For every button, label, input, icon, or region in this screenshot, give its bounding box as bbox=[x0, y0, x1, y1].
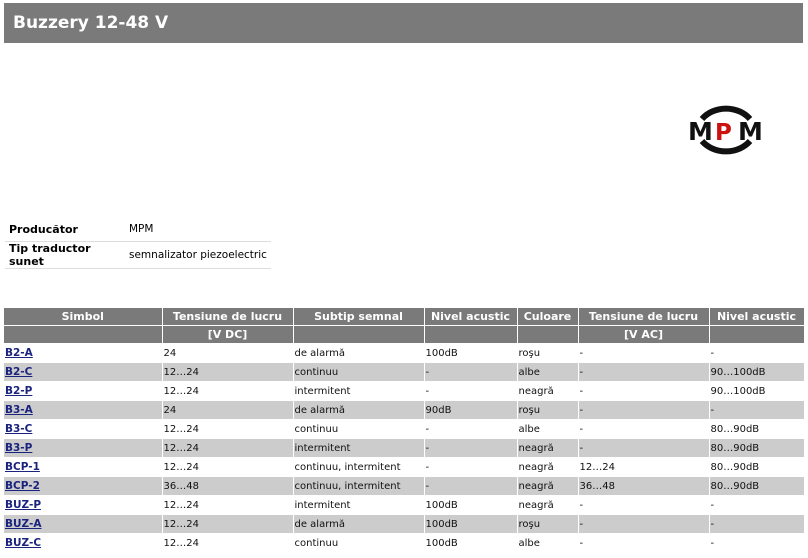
column-header: Tensiune de lucru bbox=[162, 308, 293, 326]
mpm-logo bbox=[688, 99, 764, 161]
table-cell: roşu bbox=[517, 344, 578, 363]
table-cell: continuu bbox=[293, 363, 424, 382]
table-cell: 12…24 bbox=[162, 458, 293, 477]
table-cell: - bbox=[578, 439, 709, 458]
table-cell: intermitent bbox=[293, 382, 424, 401]
column-header: Tensiune de lucru bbox=[578, 308, 709, 326]
column-unit-header bbox=[424, 326, 517, 344]
column-unit-header bbox=[293, 326, 424, 344]
table-row bbox=[4, 363, 804, 382]
table-cell: 80…90dB bbox=[709, 439, 804, 458]
table-cell: 36…48 bbox=[162, 477, 293, 496]
symbol-cell bbox=[4, 420, 162, 439]
column-unit-header: [V DC] bbox=[162, 326, 293, 344]
column-header: Culoare bbox=[517, 308, 578, 326]
svg-text:P: P bbox=[715, 120, 732, 146]
table-cell: - bbox=[578, 401, 709, 420]
property-key: Tip traductor sunet bbox=[5, 242, 125, 269]
column-unit-header bbox=[4, 326, 162, 344]
table-cell: 24 bbox=[162, 344, 293, 363]
table-row bbox=[4, 515, 804, 534]
table-cell: intermitent bbox=[293, 496, 424, 515]
property-row bbox=[5, 217, 271, 242]
table-cell: neagră bbox=[517, 496, 578, 515]
table-cell: 90…100dB bbox=[709, 363, 804, 382]
table-cell: 12…24 bbox=[162, 420, 293, 439]
symbol-cell bbox=[4, 363, 162, 382]
table-cell: 80…90dB bbox=[709, 477, 804, 496]
table-cell: - bbox=[709, 515, 804, 534]
table-cell: 12…24 bbox=[162, 515, 293, 534]
property-key: Producător bbox=[5, 217, 125, 242]
table-cell: 100dB bbox=[424, 496, 517, 515]
symbol-cell bbox=[4, 401, 162, 420]
column-header: Subtip semnal bbox=[293, 308, 424, 326]
table-cell: neagră bbox=[517, 458, 578, 477]
table-cell: albe bbox=[517, 534, 578, 553]
table-cell: 12…24 bbox=[162, 496, 293, 515]
page-title: Buzzery 12-48 V bbox=[4, 3, 803, 43]
table-row bbox=[4, 496, 804, 515]
table-cell: albe bbox=[517, 363, 578, 382]
table-cell: - bbox=[424, 363, 517, 382]
table-cell: - bbox=[709, 401, 804, 420]
table-cell: 36…48 bbox=[578, 477, 709, 496]
table-row bbox=[4, 477, 804, 496]
table-cell: continuu, intermitent bbox=[293, 477, 424, 496]
table-cell: 12…24 bbox=[162, 363, 293, 382]
symbol-cell bbox=[4, 477, 162, 496]
product-link[interactable]: BUZ-C bbox=[5, 537, 42, 549]
table-cell: - bbox=[424, 382, 517, 401]
table-cell: continuu bbox=[293, 420, 424, 439]
symbol-cell bbox=[4, 496, 162, 515]
table-row bbox=[4, 458, 804, 477]
table-cell: continuu, intermitent bbox=[293, 458, 424, 477]
table-cell: 24 bbox=[162, 401, 293, 420]
product-link[interactable]: BCP-2 bbox=[5, 480, 40, 492]
table-cell: 12…24 bbox=[162, 534, 293, 553]
table-cell: neagră bbox=[517, 477, 578, 496]
products-table bbox=[4, 308, 805, 553]
table-cell: - bbox=[578, 515, 709, 534]
property-row bbox=[5, 242, 271, 269]
product-link[interactable]: BCP-1 bbox=[5, 461, 40, 473]
table-cell: - bbox=[578, 344, 709, 363]
table-cell: roşu bbox=[517, 515, 578, 534]
column-unit-header: [V AC] bbox=[578, 326, 709, 344]
table-cell: roşu bbox=[517, 401, 578, 420]
table-row bbox=[4, 439, 804, 458]
table-cell: continuu bbox=[293, 534, 424, 553]
product-link[interactable]: BUZ-A bbox=[5, 518, 42, 530]
table-cell: - bbox=[709, 496, 804, 515]
column-header: Simbol bbox=[4, 308, 162, 326]
table-cell: de alarmă bbox=[293, 344, 424, 363]
column-unit-header bbox=[709, 326, 804, 344]
product-link[interactable]: B3-A bbox=[5, 404, 33, 416]
table-cell: 80…90dB bbox=[709, 420, 804, 439]
table-cell: de alarmă bbox=[293, 401, 424, 420]
property-value: semnalizator piezoelectric bbox=[125, 242, 271, 269]
table-cell: - bbox=[578, 496, 709, 515]
symbol-cell bbox=[4, 382, 162, 401]
symbol-cell bbox=[4, 534, 162, 553]
table-cell: 100dB bbox=[424, 534, 517, 553]
table-cell: 100dB bbox=[424, 515, 517, 534]
product-link[interactable]: B2-P bbox=[5, 385, 33, 397]
table-row bbox=[4, 401, 804, 420]
column-unit-header bbox=[517, 326, 578, 344]
table-cell: de alarmă bbox=[293, 515, 424, 534]
table-cell: - bbox=[578, 534, 709, 553]
table-cell: 90dB bbox=[424, 401, 517, 420]
symbol-cell bbox=[4, 344, 162, 363]
table-cell: 12…24 bbox=[578, 458, 709, 477]
column-header: Nivel acustic bbox=[709, 308, 804, 326]
product-link[interactable]: B3-P bbox=[5, 442, 33, 454]
product-link[interactable]: BUZ-P bbox=[5, 499, 42, 511]
table-cell: - bbox=[424, 439, 517, 458]
table-cell: 100dB bbox=[424, 344, 517, 363]
svg-text:M: M bbox=[738, 117, 763, 146]
table-cell: albe bbox=[517, 420, 578, 439]
table-cell: - bbox=[709, 344, 804, 363]
properties-table bbox=[5, 217, 271, 269]
table-cell: 12…24 bbox=[162, 382, 293, 401]
table-cell: - bbox=[709, 534, 804, 553]
symbol-cell bbox=[4, 515, 162, 534]
symbol-cell bbox=[4, 458, 162, 477]
table-row bbox=[4, 382, 804, 401]
table-cell: - bbox=[578, 382, 709, 401]
column-header: Nivel acustic bbox=[424, 308, 517, 326]
table-cell: 12…24 bbox=[162, 439, 293, 458]
table-row bbox=[4, 344, 804, 363]
product-link[interactable]: B3-C bbox=[5, 423, 33, 435]
property-value: MPM bbox=[125, 217, 271, 242]
table-cell: 80…90dB bbox=[709, 458, 804, 477]
product-link[interactable]: B2-C bbox=[5, 366, 33, 378]
table-cell: neagră bbox=[517, 439, 578, 458]
table-cell: - bbox=[424, 477, 517, 496]
table-cell: - bbox=[578, 420, 709, 439]
svg-text:M: M bbox=[688, 117, 713, 146]
table-cell: - bbox=[424, 458, 517, 477]
table-row bbox=[4, 534, 804, 553]
table-cell: 90…100dB bbox=[709, 382, 804, 401]
table-cell: - bbox=[424, 420, 517, 439]
table-cell: intermitent bbox=[293, 439, 424, 458]
table-row bbox=[4, 420, 804, 439]
table-cell: neagră bbox=[517, 382, 578, 401]
table-cell: - bbox=[578, 363, 709, 382]
product-link[interactable]: B2-A bbox=[5, 347, 33, 359]
symbol-cell bbox=[4, 439, 162, 458]
